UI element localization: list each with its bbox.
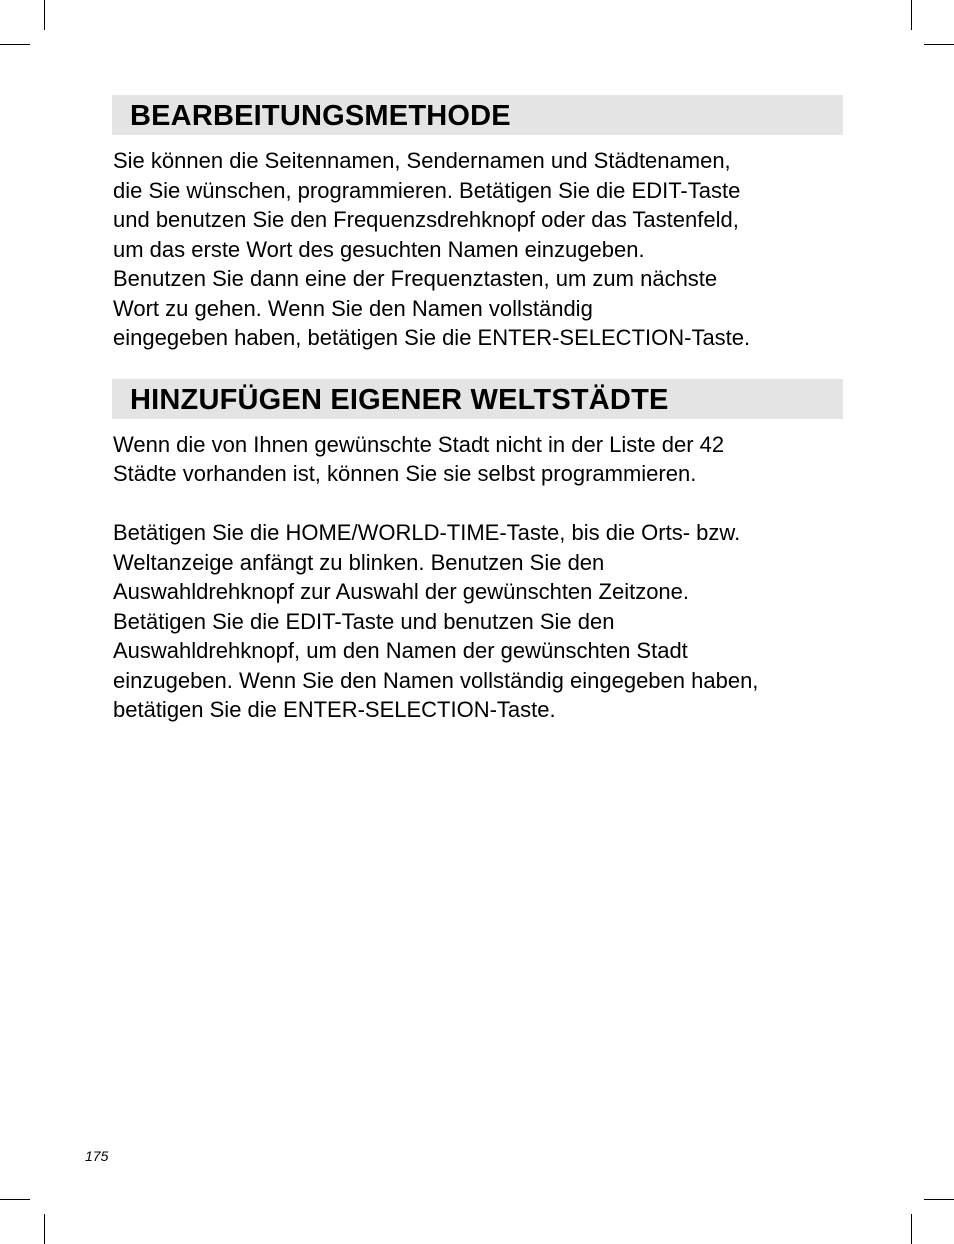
- crop-mark: [911, 1214, 912, 1244]
- section-bearbeitungsmethode: [113, 95, 843, 353]
- text-line: um das erste Wort des gesuchten Namen einzugeben.: [113, 236, 645, 262]
- crop-mark: [44, 1214, 45, 1244]
- text-line: Benutzen Sie dann eine der Frequenztasten, um zum nächste: [113, 266, 718, 291]
- section-heading: BEARBEITUNGSMETHODE: [112, 95, 843, 135]
- text-line: Sie können die Seitennamen, Sendernamen und Städtenamen,: [113, 148, 731, 173]
- text-line: Städte vorhanden ist, können Sie sie selbst programmieren.: [113, 461, 697, 486]
- crop-mark: [0, 1199, 30, 1200]
- text-line: Auswahldrehknopf zur Auswahl der gewünschten Zeitzone.: [113, 579, 690, 604]
- text-line: die Sie wünschen, programmieren. Betätigen Sie die EDIT-Taste: [113, 177, 741, 203]
- section-paragraph: [113, 518, 843, 725]
- crop-mark: [0, 44, 30, 45]
- text-line: eingegeben haben, betätigen Sie die ENTER-SELECTION-Taste.: [113, 325, 751, 350]
- text-line: Betätigen Sie die HOME/WORLD-TIME-Taste, bis die Orts- bzw.: [113, 520, 741, 545]
- section-weltstaedte: [113, 379, 843, 725]
- crop-mark: [44, 0, 45, 30]
- section-paragraph: [113, 430, 843, 489]
- text-line: Auswahldrehknopf, um den Namen der gewünschten Stadt: [113, 638, 688, 663]
- crop-mark: [924, 1199, 954, 1200]
- text-line: Weltanzeige anfängt zu blinken. Benutzen Sie den: [113, 549, 605, 575]
- text-line: betätigen Sie die ENTER-SELECTION-Taste.: [113, 697, 556, 722]
- text-line: Betätigen Sie die EDIT-Taste und benutzen Sie den: [113, 608, 615, 634]
- text-line: Wort zu gehen. Wenn Sie den Namen vollständig: [113, 295, 593, 321]
- page-number: 175: [85, 1148, 109, 1164]
- crop-mark: [924, 44, 954, 45]
- section-heading: HINZUFÜGEN EIGENER WELTSTÄDTE: [112, 379, 843, 419]
- page-content: [113, 95, 843, 725]
- text-line: einzugeben. Wenn Sie den Namen vollständig eingegeben haben,: [113, 667, 759, 693]
- text-line: und benutzen Sie den Frequenzsdrehknopf oder das Tastenfeld,: [113, 207, 739, 232]
- paragraph-gap: [113, 489, 843, 519]
- text-line: Wenn die von Ihnen gewünschte Stadt nicht in der Liste der 42: [113, 431, 725, 457]
- crop-mark: [911, 0, 912, 30]
- section-paragraph: [113, 146, 843, 353]
